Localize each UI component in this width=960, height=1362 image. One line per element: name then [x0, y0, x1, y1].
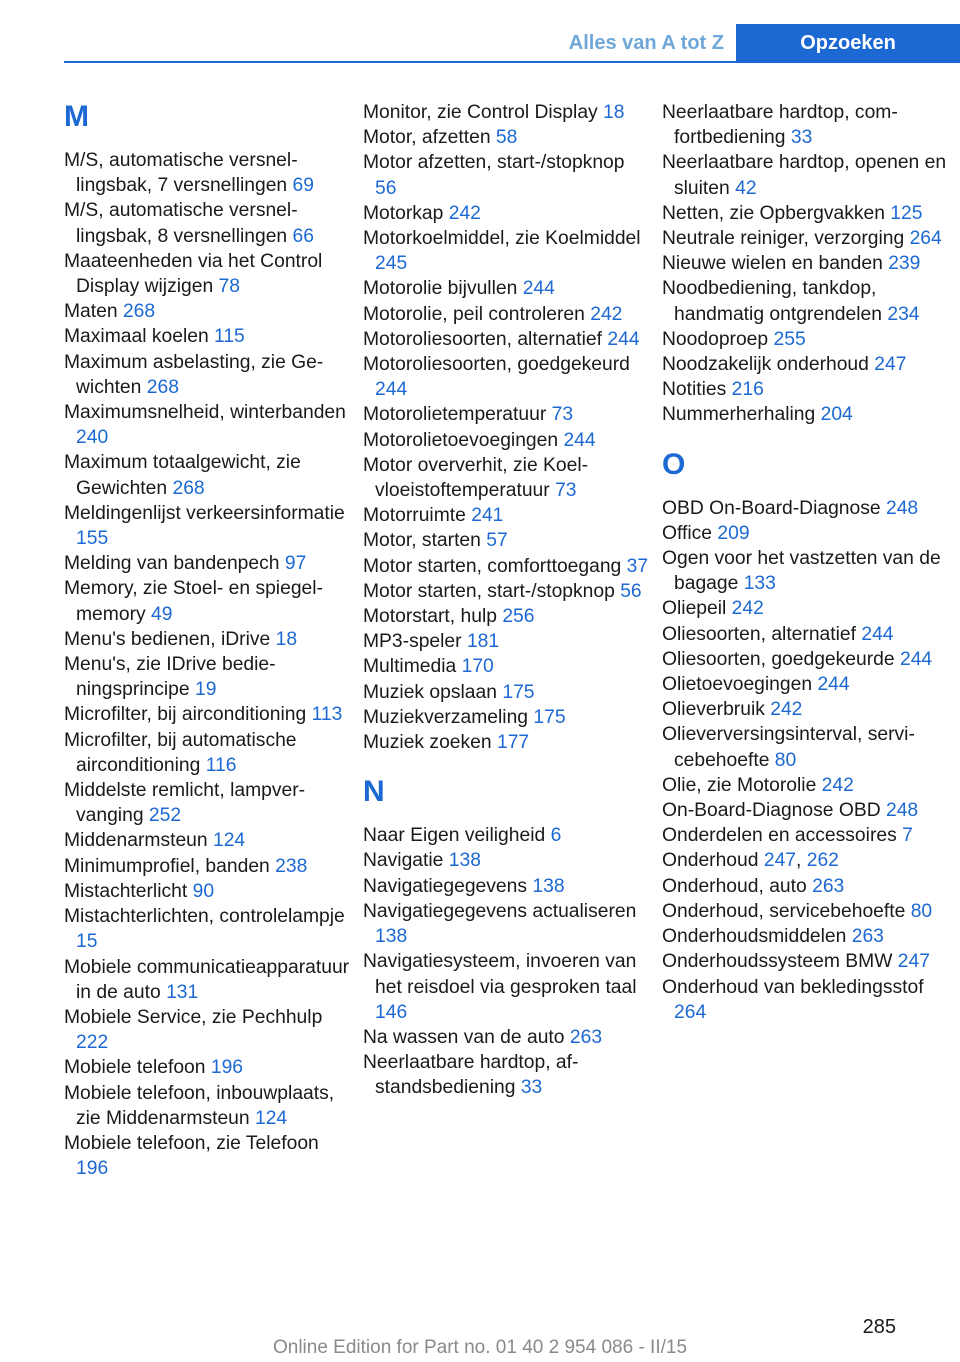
index-entry	[64, 576, 350, 626]
page-link[interactable]: 115	[214, 326, 245, 348]
index-entry	[363, 604, 649, 629]
page-link[interactable]: 57	[486, 530, 508, 552]
index-term: Maximumsnelheid, winterbanden	[64, 402, 346, 424]
index-term: Motor afzetten, start-/stopknop	[363, 152, 625, 174]
index-term: Mobiele Service, zie Pechhulp	[64, 1006, 323, 1028]
index-entry	[363, 302, 649, 327]
index-term: Motorkoelmiddel, zie Koelmiddel	[363, 228, 641, 250]
page-link[interactable]: 263	[569, 1026, 603, 1048]
index-entry	[662, 647, 948, 672]
index-entry	[363, 453, 649, 503]
index-entry	[64, 501, 350, 551]
page-link[interactable]: 264	[674, 1001, 707, 1023]
index-entry	[662, 975, 948, 1025]
page-link[interactable]: 37	[626, 555, 649, 577]
index-entry	[64, 728, 350, 778]
index-term: Motor starten, comforttoegang	[363, 555, 622, 577]
index-entry: Onderhoud 247, 262	[662, 850, 839, 872]
index-entry	[64, 249, 350, 299]
index-entry	[363, 730, 649, 755]
index-entry	[64, 828, 350, 853]
index-term: M/S, automatische versnellingsbak, 8 versnellingen	[64, 200, 298, 247]
index-entry	[363, 226, 649, 276]
index-entry	[662, 226, 948, 251]
page-link[interactable]: 242	[821, 774, 854, 796]
index-term: Motorolie bijvullen	[363, 278, 518, 300]
index-term: Motorruimte	[363, 505, 466, 527]
index-entry	[64, 652, 350, 702]
page-link[interactable]: 42	[735, 177, 757, 199]
index-term: Monitor, zie Control Display	[363, 102, 598, 123]
index-term: Olieverbruik	[662, 699, 765, 721]
index-entry	[363, 1025, 649, 1050]
index-term: OBD On-Board-Diagnose	[662, 497, 881, 519]
index-term: Microfilter, bij airconditioning	[64, 704, 307, 726]
index-entry	[662, 596, 948, 621]
page-link[interactable]: 73	[555, 480, 577, 502]
page-link[interactable]: 175	[533, 706, 566, 728]
page-link[interactable]: 133	[743, 573, 776, 595]
index-entry	[64, 879, 350, 904]
index-entry	[64, 148, 350, 198]
index-entry	[363, 654, 649, 679]
index-term: Navigatie	[363, 850, 444, 872]
index-term: Na wassen van de auto	[363, 1026, 565, 1048]
index-entry	[363, 100, 649, 125]
index-entry	[662, 798, 948, 823]
page-link[interactable]: 222	[76, 1032, 109, 1054]
letter-heading-o: O	[662, 447, 686, 481]
page-link[interactable]: 264	[909, 228, 942, 250]
index-entry	[363, 528, 649, 553]
index-term: Motorolietemperatuur	[363, 404, 547, 426]
index-term: Oliepeil	[662, 598, 727, 620]
index-term: Maximum asbelasting, zie Gewichten	[64, 351, 324, 398]
index-entry	[662, 150, 948, 200]
index-entry	[64, 1131, 350, 1181]
header-section-link[interactable]: Alles van A tot Z	[568, 32, 724, 54]
page-link[interactable]: 244	[563, 429, 596, 451]
index-term: Noodzakelijk onderhoud	[662, 354, 869, 376]
index-term: Motorstart, hulp	[363, 606, 497, 628]
page-link[interactable]: 268	[146, 376, 179, 398]
index-entry	[64, 627, 350, 652]
index-column-3	[662, 100, 948, 1025]
index-term: Naar Eigen veiligheid	[363, 825, 546, 847]
index-term: Mistachterlichten, controlelampje	[64, 906, 345, 928]
page-link[interactable]: 113	[311, 704, 343, 726]
index-entry	[64, 1055, 350, 1080]
index-term: M/S, automatische versnellingsbak, 7 versnellingen	[64, 150, 298, 197]
page-link[interactable]: 33	[790, 127, 813, 149]
index-term: Onderhoud	[662, 850, 759, 872]
index-term: Motoroliesoorten, goedgekeurd	[363, 354, 630, 376]
index-entry	[662, 546, 948, 596]
page-link[interactable]: 19	[194, 679, 217, 701]
page-link[interactable]: 244	[375, 379, 408, 401]
index-entry	[662, 201, 948, 226]
index-term: Motor oververhit, zie Koelvloeistoftemperatuur	[363, 454, 589, 502]
index-entry	[363, 125, 649, 150]
page-link[interactable]: 242	[770, 699, 803, 721]
index-entry	[662, 722, 948, 772]
index-term: Ogen voor het vastzetten van de bagage	[662, 548, 941, 595]
page-link[interactable]: 268	[172, 477, 205, 499]
index-term: Mobiele telefoon, zie Telefoon	[64, 1132, 319, 1154]
footer-edition: Online Edition for Part no. 01 40 2 954 086 - II/15	[272, 1337, 688, 1358]
page-link[interactable]: 256	[502, 606, 535, 628]
index-term: Nummerherhaling	[662, 404, 816, 426]
page-link[interactable]: 90	[192, 880, 215, 902]
index-entry	[662, 521, 948, 546]
index-entry	[363, 554, 649, 579]
index-entry	[363, 848, 649, 873]
page-link[interactable]: 116	[205, 754, 237, 776]
page-link[interactable]: 177	[496, 732, 530, 754]
page-link[interactable]: 216	[731, 379, 764, 401]
index-term: Middelste remlicht, lampvervanging	[64, 780, 306, 827]
index-entry	[64, 551, 350, 576]
page-link[interactable]: 138	[532, 875, 565, 897]
index-term: Minimumprofiel, banden	[64, 855, 270, 877]
index-term: Microfilter, bij automatische airconditioning	[64, 729, 297, 776]
index-entry	[662, 773, 948, 798]
page-link[interactable]: 69	[292, 175, 314, 197]
page-link[interactable]: 97	[284, 553, 307, 575]
page-link[interactable]: 170	[461, 656, 494, 678]
page-link[interactable]: 125	[890, 202, 923, 224]
page-link[interactable]: 255	[773, 328, 806, 350]
page-link[interactable]: 204	[820, 404, 853, 426]
page-link[interactable]: 58	[495, 127, 518, 149]
index-entry	[363, 276, 649, 301]
page-link[interactable]: 18	[275, 628, 298, 650]
page-link[interactable]: 155	[76, 528, 109, 550]
index-term: Netten, zie Opbergvakken	[662, 202, 885, 224]
letter-heading-m: M	[64, 100, 89, 133]
page-link[interactable]: 56	[620, 580, 642, 602]
index-entry	[363, 402, 649, 427]
page-link[interactable]: 78	[218, 276, 240, 298]
page-link[interactable]: 146	[375, 1001, 408, 1023]
page-link[interactable]: 263	[812, 875, 845, 897]
index-term: Muziek zoeken	[363, 732, 492, 754]
index-entry	[64, 400, 350, 450]
index-term: Multimedia	[363, 656, 457, 678]
index-entry	[64, 854, 350, 879]
index-entry	[64, 1005, 350, 1055]
index-term: Mobiele telefoon	[64, 1057, 206, 1079]
page-link[interactable]: 247	[874, 354, 907, 376]
index-term: Navigatiegegevens	[363, 875, 528, 897]
page-link[interactable]: 244	[861, 623, 894, 645]
index-entry	[662, 697, 948, 722]
index-column-1	[64, 100, 350, 1181]
index-term: Oliesoorten, goedgekeurde	[662, 648, 895, 670]
index-term: Office	[662, 522, 713, 544]
page-link[interactable]: 263	[851, 926, 884, 948]
index-entry	[64, 702, 350, 727]
page-link[interactable]: 15	[76, 931, 98, 953]
page-link[interactable]: 244	[899, 648, 933, 670]
page-link[interactable]: 252	[148, 805, 182, 827]
page-link[interactable]: 238	[275, 855, 308, 877]
index-entry	[662, 402, 948, 427]
index-term: Motoroliesoorten, alternatief	[363, 328, 603, 350]
index-entry	[363, 428, 649, 453]
page-link[interactable]: 239	[888, 253, 921, 275]
index-entry	[64, 450, 350, 500]
page-link[interactable]: 66	[292, 225, 314, 247]
index-term: Motorolietoevoegingen	[363, 429, 559, 451]
index-entry	[363, 327, 649, 352]
index-term: Onderhoudssysteem BMW	[662, 951, 893, 973]
page-link[interactable]: 175	[502, 681, 535, 703]
letter-heading-n: N	[363, 775, 385, 809]
index-term: Menu's, zie IDrive bedieningsprincipe	[64, 654, 276, 701]
page-link[interactable]: 248	[885, 497, 919, 519]
index-entry	[363, 629, 649, 654]
index-term: Olieverversingsinterval, servicebehoefte	[662, 724, 915, 771]
index-term: Melding van bandenpech	[64, 553, 280, 575]
index-column-2	[363, 100, 649, 1101]
index-entry	[363, 680, 649, 705]
page-link[interactable]: 73	[551, 404, 574, 426]
page-link[interactable]: 247	[897, 951, 930, 973]
page-link[interactable]: 247	[763, 850, 797, 872]
index-entry	[662, 276, 948, 326]
page-link[interactable]: 242	[448, 202, 481, 224]
index-entry	[363, 899, 649, 949]
page-link[interactable]: 124	[254, 1107, 288, 1129]
page-link[interactable]: 241	[471, 505, 504, 527]
index-term: Neerlaatbare hardtop, openen en sluiten	[662, 152, 947, 199]
index-term: Memory, zie Stoel- en spiegel-memory	[64, 578, 323, 625]
page-link[interactable]: 56	[375, 177, 397, 199]
index-term: Muziek opslaan	[363, 681, 497, 703]
index-term: Olietoevoegingen	[662, 674, 813, 696]
index-entry	[662, 823, 948, 848]
page-link[interactable]: 242	[731, 598, 764, 620]
index-entry	[363, 503, 649, 528]
index-entry	[662, 874, 948, 899]
page-link[interactable]: 196	[76, 1158, 109, 1180]
page-link[interactable]: 209	[717, 522, 750, 544]
index-term: Noodoproep	[662, 328, 769, 350]
index-entry	[662, 622, 948, 647]
header-rule	[64, 61, 960, 63]
index-term: Oliesoorten, alternatief	[662, 623, 856, 645]
index-term: Onderhoud, servicebehoefte	[662, 900, 906, 922]
index-term: Motor starten, start-/stopknop	[363, 580, 615, 602]
index-term: Navigatiesysteem, invoeren van het reisdoel via gesproken taal	[363, 951, 637, 998]
page-link[interactable]: 234	[887, 303, 920, 325]
index-entry	[662, 496, 948, 521]
index-term: Maten	[64, 301, 118, 323]
index-entry	[363, 705, 649, 730]
index-entry	[662, 100, 948, 150]
index-entry	[662, 899, 948, 924]
page-link[interactable]: 7	[902, 825, 913, 847]
index-entry	[662, 251, 948, 276]
index-entry	[64, 778, 350, 828]
index-entry	[363, 579, 649, 604]
index-entry	[363, 1050, 649, 1100]
index-term: Middenarmsteun	[64, 830, 208, 852]
index-term: Motor, starten	[363, 530, 481, 552]
index-term: Mistachterlicht	[64, 880, 188, 902]
index-entry	[64, 955, 350, 1005]
index-term: Maateenheden via het Control Display wijzigen	[64, 250, 323, 298]
index-term: Neerlaatbare hardtop, afstandsbediening	[363, 1052, 579, 1099]
index-entry	[64, 350, 350, 400]
page-link[interactable]: 80	[774, 749, 797, 771]
index-term: Navigatiegegevens actualiseren	[363, 900, 637, 922]
page-link[interactable]: 49	[151, 603, 173, 625]
index-entry	[363, 352, 649, 402]
page-number: 285	[862, 1316, 896, 1338]
index-term: Onderdelen en accessoires	[662, 825, 897, 847]
page-link[interactable]: 124	[212, 830, 246, 852]
index-entry	[662, 924, 948, 949]
index-term: Motorolie, peil controleren	[363, 303, 585, 325]
index-term: Menu's bedienen, iDrive	[64, 628, 271, 650]
page-link[interactable]: 80	[910, 900, 933, 922]
page-link[interactable]: 245	[375, 253, 408, 275]
index-term: Motor, afzetten	[363, 127, 491, 149]
page-link[interactable]: 248	[885, 800, 919, 822]
page-link[interactable]: 244	[522, 278, 555, 300]
index-entry	[363, 874, 649, 899]
page-link[interactable]: 181	[466, 631, 500, 653]
index-term: Muziekverzameling	[363, 706, 529, 728]
index-entry	[662, 377, 948, 402]
page-link[interactable]: 244	[817, 674, 850, 696]
page-link[interactable]: 262	[806, 850, 839, 872]
index-term: Maximaal koelen	[64, 326, 209, 348]
index-entry	[363, 201, 649, 226]
index-term: Noodbediening, tankdop, handmatig ontgrendelen	[662, 278, 882, 325]
page-link[interactable]: 138	[448, 850, 481, 872]
page-link[interactable]: 240	[76, 427, 109, 449]
page-header	[0, 24, 960, 62]
index-entry	[64, 299, 350, 324]
index-entry	[363, 823, 649, 848]
index-entry	[363, 150, 649, 200]
index-term: Olie, zie Motorolie	[662, 774, 817, 796]
index-entry	[662, 949, 948, 974]
index-term: Mobiele communicatieapparatuur in de auto	[64, 956, 350, 1003]
page-link[interactable]: 242	[590, 303, 623, 325]
page-link[interactable]: 138	[375, 926, 408, 948]
index-entry	[662, 672, 948, 697]
page-link[interactable]: 268	[122, 301, 156, 323]
page-link[interactable]: 18	[603, 102, 625, 123]
index-entry	[662, 352, 948, 377]
page-link[interactable]: 6	[550, 825, 562, 847]
index-entry	[662, 327, 948, 352]
page-link[interactable]: 33	[520, 1077, 543, 1099]
index-entry	[363, 949, 649, 1025]
index-term: Maximum totaalgewicht, zie Gewichten	[64, 452, 301, 499]
index-term: Neutrale reiniger, verzorging	[662, 228, 905, 250]
index-term: Motorkap	[363, 202, 444, 224]
page-link[interactable]: 196	[210, 1057, 244, 1079]
index-entry	[64, 198, 350, 248]
index-term: Onderhoud, auto	[662, 875, 807, 897]
index-term: Onderhoudsmiddelen	[662, 926, 847, 948]
index-entry	[64, 1081, 350, 1131]
page-link[interactable]: 131	[166, 981, 199, 1003]
index-term: MP3-speler	[363, 631, 462, 653]
page-link[interactable]: 244	[607, 328, 640, 350]
index-term: Neerlaatbare hardtop, comfortbediening	[662, 102, 898, 149]
header-tab[interactable]: Opzoeken	[736, 24, 960, 62]
index-term: Mobiele telefoon, inbouwplaats, zie Middenarmsteun	[64, 1082, 335, 1129]
index-entry	[64, 324, 350, 349]
index-term: Notities	[662, 379, 727, 401]
index-term: Meldingenlijst verkeersinformatie	[64, 502, 345, 524]
index-term: Onderhoud van bekledingsstof	[662, 976, 924, 998]
index-term: Nieuwe wielen en banden	[662, 253, 883, 275]
index-entry	[64, 904, 350, 954]
index-term: On-Board-Diagnose OBD	[662, 800, 881, 822]
